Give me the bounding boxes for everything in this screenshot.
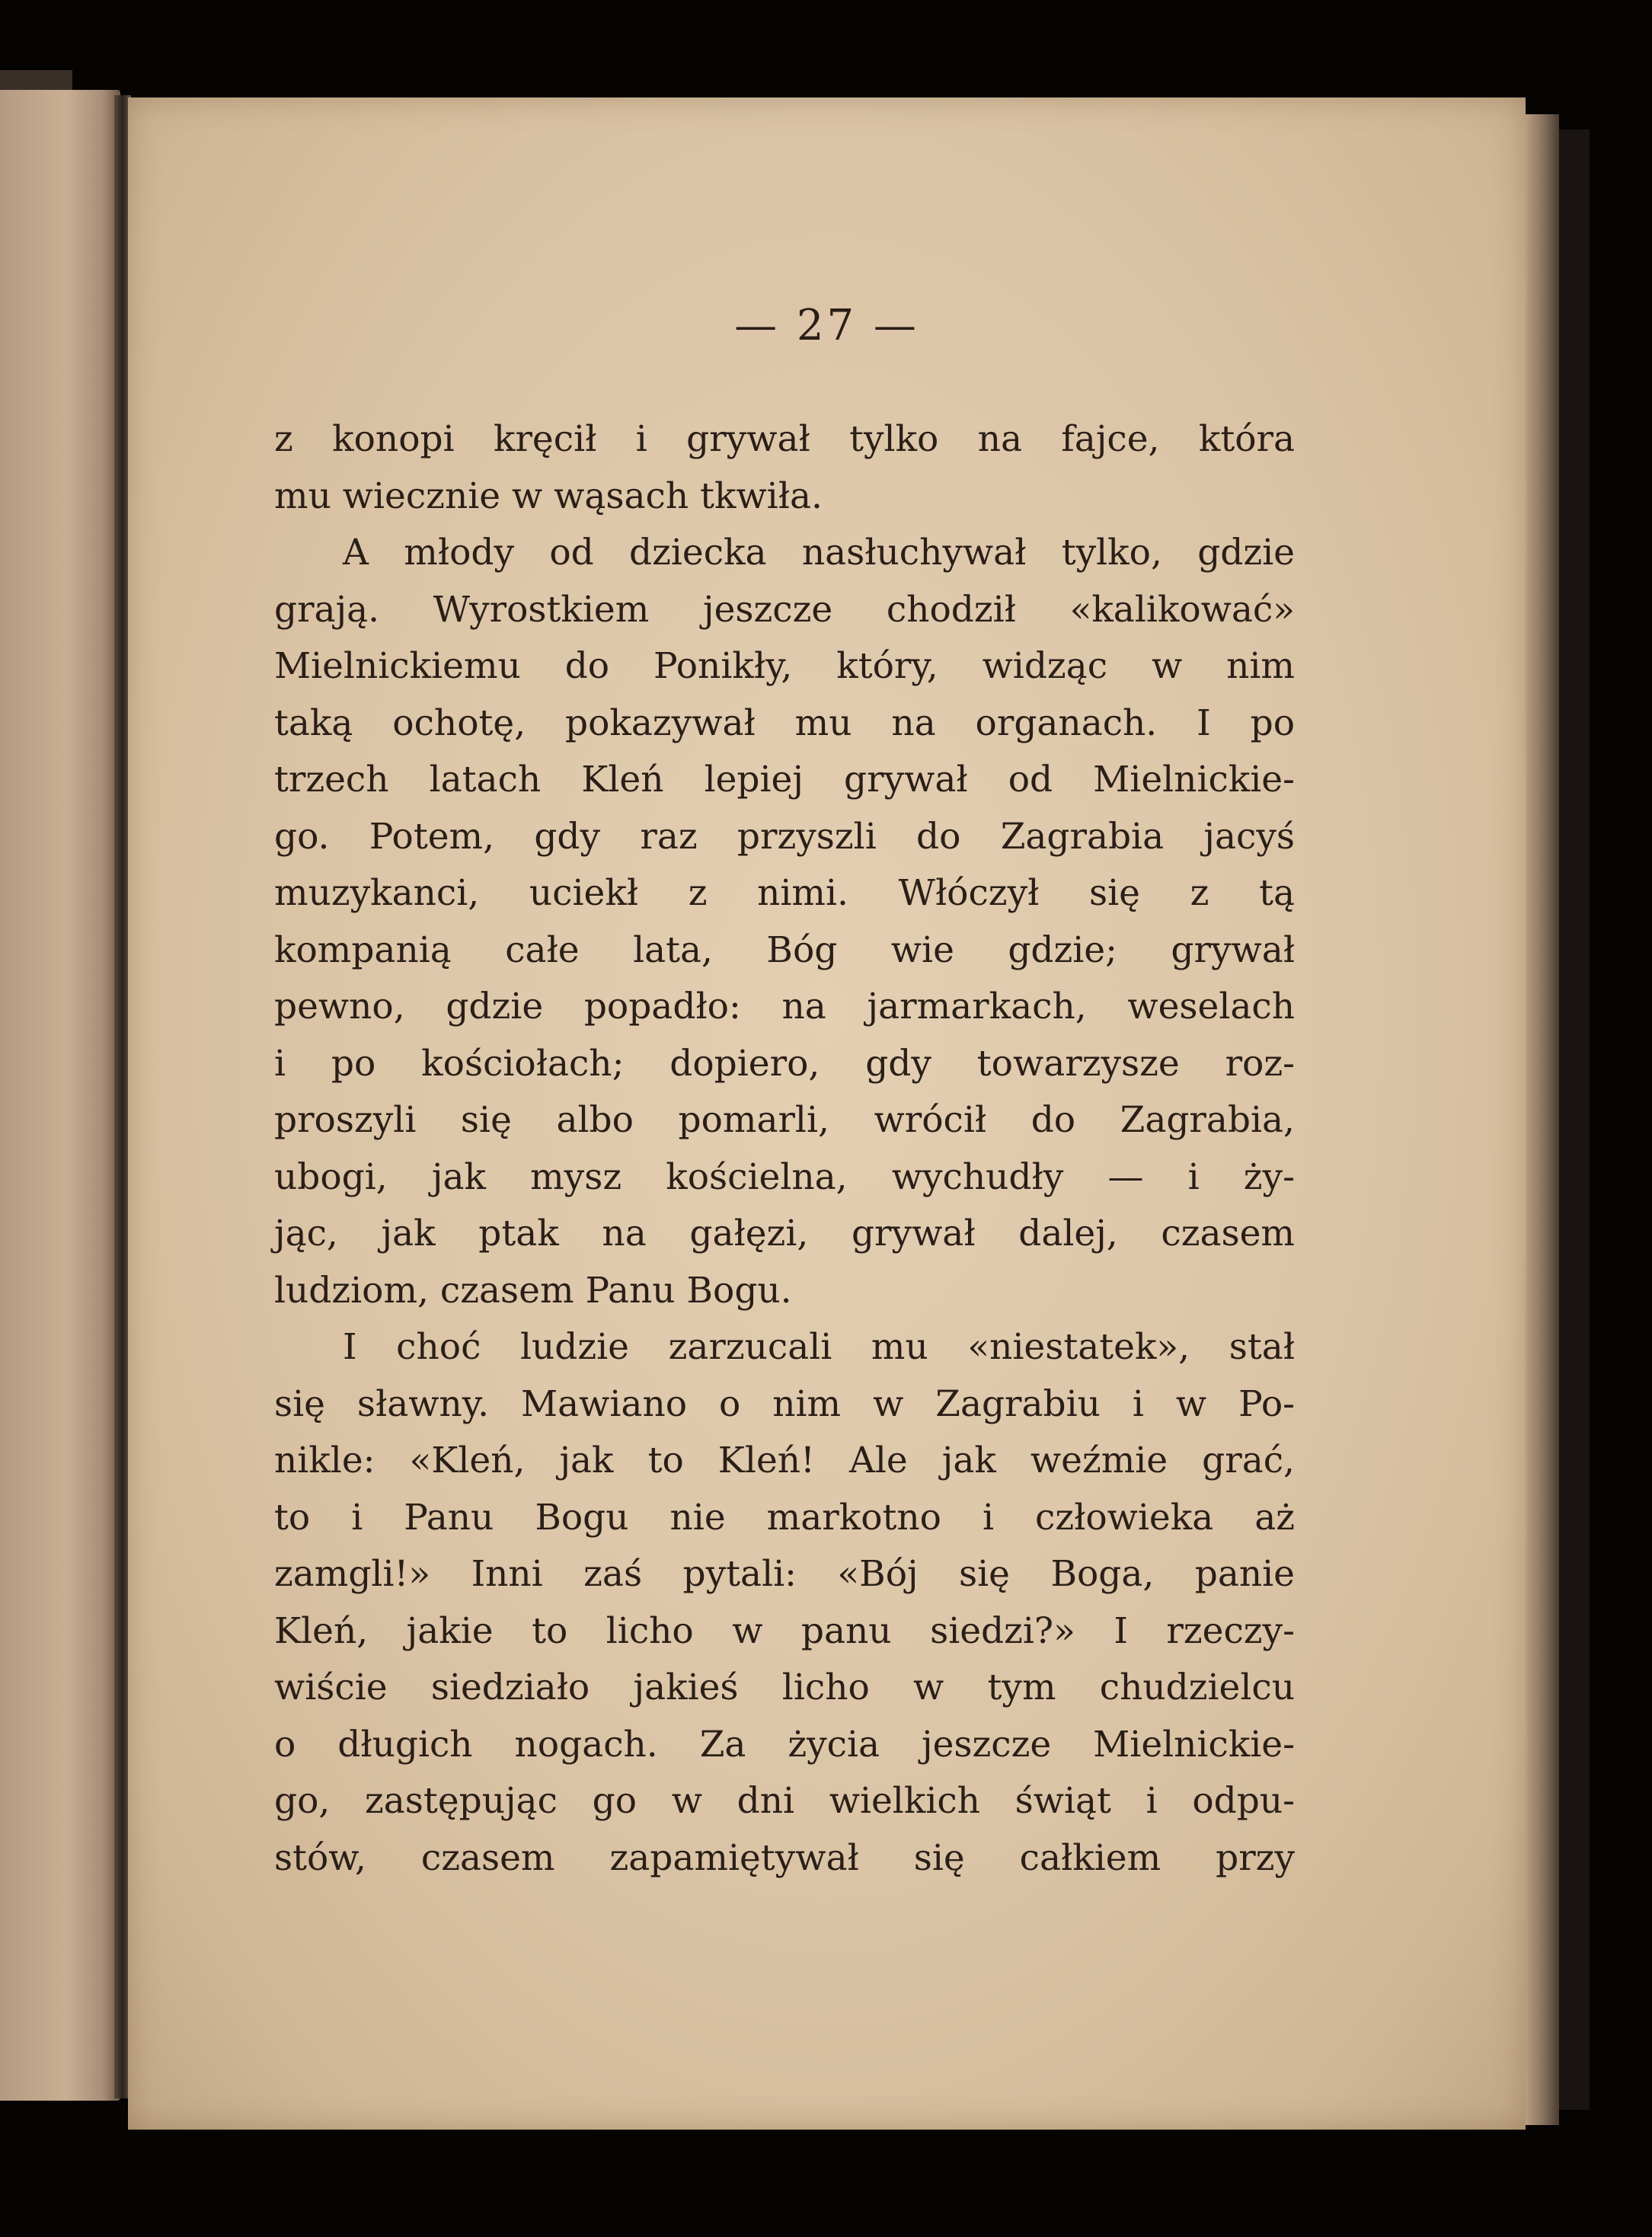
text-line: kompanią całe lata, Bóg wie gdzie; grywał [274, 928, 1295, 971]
page-body-text [274, 411, 1295, 1887]
text-line: Kleń, jakie to licho w panu siedzi?» I rzeczy- [274, 1609, 1295, 1652]
text-line: grają. Wyrostkiem jeszcze chodził «kalikować» [274, 588, 1295, 631]
page-stack-edge [1526, 114, 1559, 2125]
text-line: się sławny. Mawiano o nim w Zagrabiu i w Po- [274, 1382, 1295, 1425]
text-line: taką ochotę, pokazywał mu na organach. I po [274, 701, 1295, 744]
text-line: jąc, jak ptak na gałęzi, grywał dalej, czasem [274, 1213, 1295, 1254]
text-line: proszyli się albo pomarli, wrócił do Zagrabia, [274, 1099, 1295, 1141]
text-line: ludziom, czasem Panu Bogu. [274, 1269, 792, 1312]
text-line: to i Panu Bogu nie markotno i człowieka aż [274, 1496, 1295, 1539]
text-line: o długich nogach. Za życia jeszcze Mielnickie- [274, 1723, 1295, 1766]
text-line: trzech latach Kleń lepiej grywał od Mielnickie- [274, 759, 1295, 801]
text-line: ubogi, jak mysz kościelna, wychudły — i ży- [274, 1155, 1295, 1198]
text-line: zamgli!» Inni zaś pytali: «Bój się Boga, panie [274, 1553, 1295, 1595]
text-line: nikle: «Kleń, jak to Kleń! Ale jak weźmie grać, [274, 1440, 1295, 1481]
book-cover-edge [1559, 129, 1590, 2110]
left-page-fragment [0, 90, 120, 2101]
page-number: — 27 — [734, 301, 919, 350]
text-line: wiście siedziało jakieś licho w tym chudzielcu [274, 1667, 1295, 1708]
text-line: stów, czasem zapamiętywał się całkiem przy [274, 1836, 1295, 1879]
text-line: go. Potem, gdy raz przyszli do Zagrabia jacyś [274, 815, 1295, 858]
text-line: muzykanci, uciekł z nimi. Włóczył się z tą [274, 872, 1295, 914]
text-line: i po kościołach; dopiero, gdy towarzysze roz- [274, 1042, 1295, 1085]
text-line: mu wiecznie w wąsach tkwiła. [274, 475, 823, 517]
text-line: Mielnickiemu do Ponikły, który, widząc w nim [274, 645, 1295, 687]
text-line: go, zastępując go w dni wielkich świąt i odpu- [274, 1780, 1295, 1822]
text-line: A młody od dziecka nasłuchywał tylko, gdzie [343, 532, 1295, 574]
text-line: I choć ludzie zarzucali mu «niestatek», stał [343, 1326, 1295, 1368]
text-line: z konopi kręcił i grywał tylko na fajce, która [274, 418, 1295, 460]
text-line: pewno, gdzie popadło: na jarmarkach, weselach [274, 986, 1295, 1027]
